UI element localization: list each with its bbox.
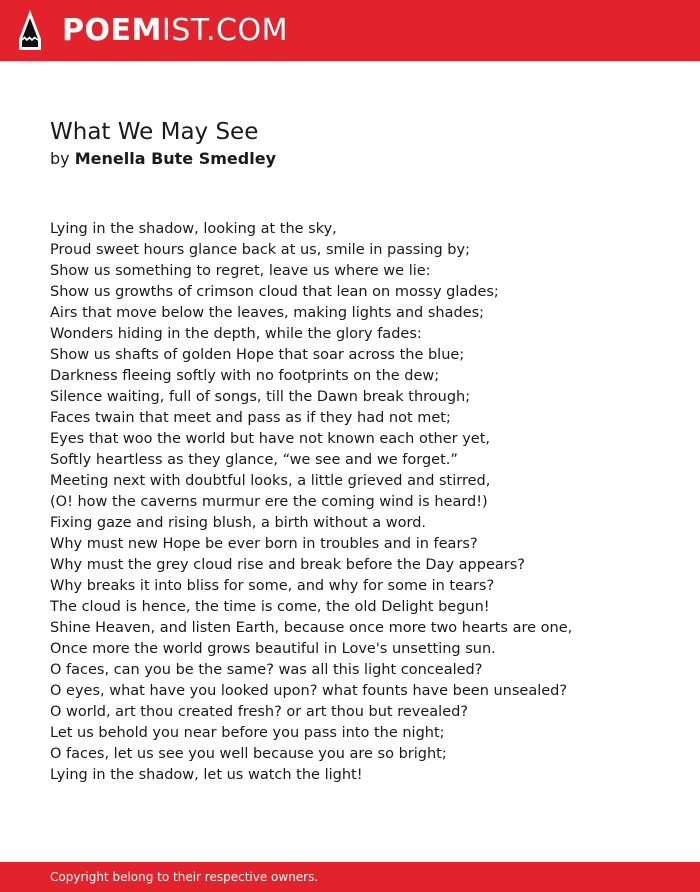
author-name: Menella Bute Smedley [74,149,276,168]
logo-light-text: IST.COM [161,13,288,48]
poem-title: What We May See [50,119,259,145]
poem-line: Shine Heaven, and listen Earth, because once more two hearts are one, [50,620,573,636]
poem-line: Let us behold you near before you pass into the night; [50,725,445,741]
logo-bold-text: POEM [62,13,162,48]
poem-line: Softly heartless as they glance, “we see and we forget.” [50,452,458,468]
poem-line: Meeting next with doubtful looks, a little grieved and stirred, [50,473,491,489]
poem-line: O eyes, what have you looked upon? what founts have been unsealed? [50,683,568,699]
poem-line: Lying in the shadow, looking at the sky, [50,221,337,237]
site-logo[interactable] [62,13,288,49]
poem-line: Show us growths of crimson cloud that lean on mossy glades; [50,284,499,300]
poem-line: Why must new Hope be ever born in troubles and in fears? [50,536,478,552]
site-header [0,0,700,61]
poem-line: Silence waiting, full of songs, till the Dawn break through; [50,389,471,405]
pencil-tip-icon[interactable] [18,9,42,51]
poem-line: Wonders hiding in the depth, while the glory fades: [50,326,422,342]
poem-line: Eyes that woo the world but have not known each other yet, [50,431,490,447]
poem-line: Why must the grey cloud rise and break before the Day appears? [50,557,525,573]
poem-line: The cloud is hence, the time is come, the old Delight begun! [50,599,490,615]
poem-line: (O! how the caverns murmur ere the coming wind is heard!) [50,494,488,510]
poem-line: Show us something to regret, leave us where we lie: [50,263,431,279]
poem-line: Why breaks it into bliss for some, and why for some in tears? [50,578,495,594]
site-footer [0,862,700,892]
poem-line: O world, art thou created fresh? or art thou but revealed? [50,704,469,720]
poem-line: Faces twain that meet and pass as if they had not met; [50,410,451,426]
poem-line: Once more the world grows beautiful in Love's unsetting sun. [50,641,496,657]
poem-line: Airs that move below the leaves, making lights and shades; [50,305,485,321]
poem-line: O faces, can you be the same? was all this light concealed? [50,662,483,678]
copyright-text: Copyright belong to their respective owners. [50,870,319,884]
poem-line: Darkness fleeing softly with no footprints on the dew; [50,368,440,384]
poem-body [50,219,572,786]
byline [50,149,276,169]
poem-line: Fixing gaze and rising blush, a birth without a word. [50,515,427,531]
poem-line: O faces, let us see you well because you are so bright; [50,746,447,762]
byline-prefix: by [50,149,70,168]
poem-line: Lying in the shadow, let us watch the light! [50,767,363,783]
poem-line: Proud sweet hours glance back at us, smile in passing by; [50,242,470,258]
poem-line: Show us shafts of golden Hope that soar across the blue; [50,347,465,363]
